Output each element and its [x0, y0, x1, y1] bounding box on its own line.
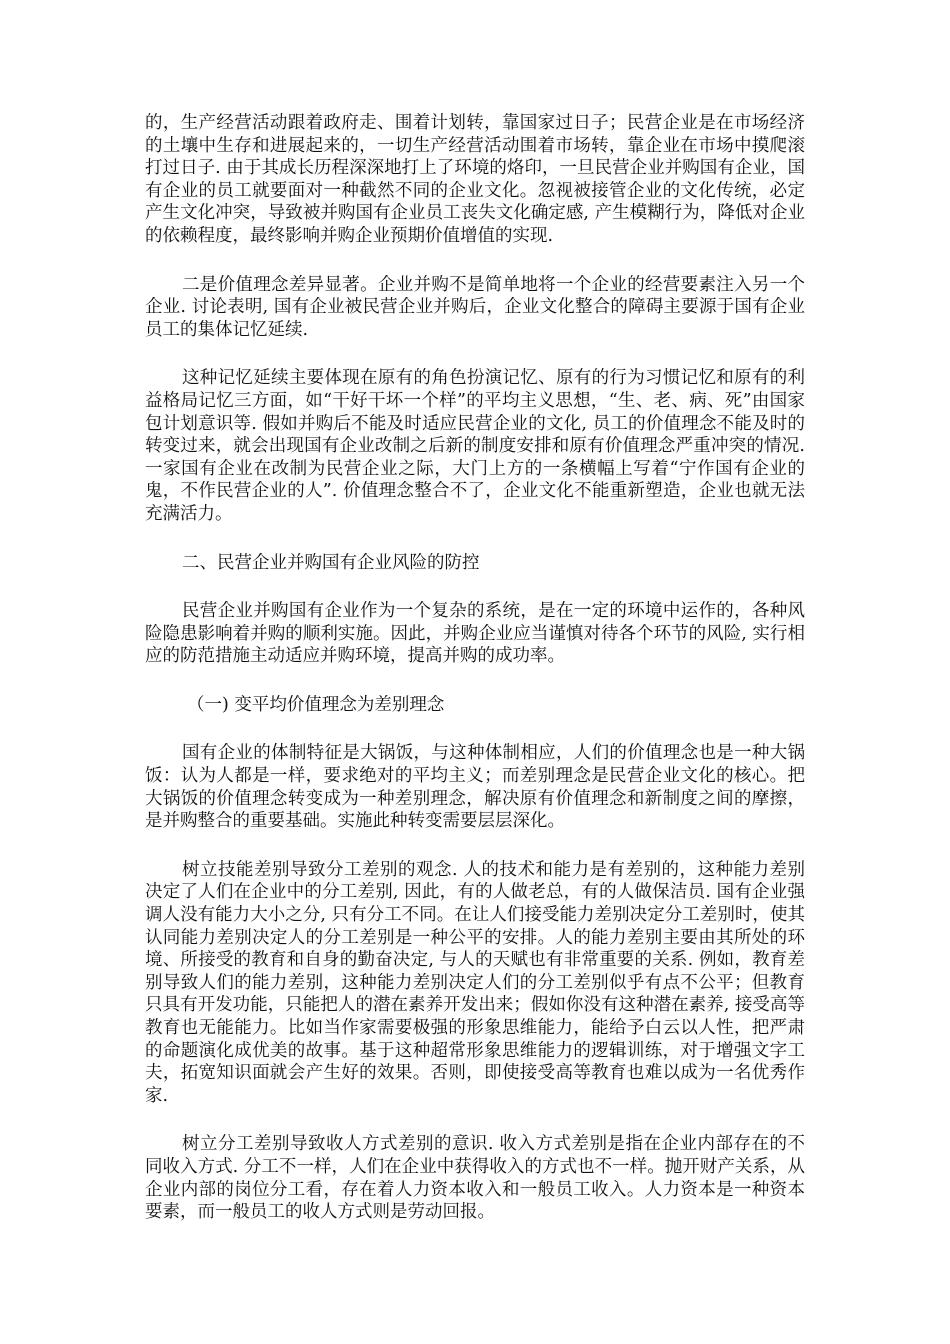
paragraph-big-pot: 国有企业的体制特征是大锅饭，与这种体制相应，人们的价值理念也是一种大锅饭：认为人都是一样，要求绝对的平均主义；而差别理念是民营企业文化的核心。把大锅饭的价值理念转变成为一种差别理念，解决原有价值理念和新制度之间的摩擦，是并购整合的重要基础。实施此种转变需要层层深化。: [145, 743, 805, 832]
paragraph-skill-difference: 树立技能差别导致分工差别的观念. 人的技术和能力是有差别的，这种能力差别决定了人们在企业中的分工差别, 因此，有的人做老总，有的人做保洁员. 国有企业强调人没有能力大小之分, 只有分工不同。在让人们接受能力差别决定分工差别时，使其认同能力差别决定人的分工差别是一种公平的安排。人的能力差别主要由其所处的环境、所接受的教育和自身的勤奋决定, 与人的天赋也有非常重要的关系. 例如，教育差别导致人们的能力差别，这种能力差别决定人们的分工差别似乎有点不公平；但教育只具有开发功能，只能把人的潜在素养开发出来；假如你没有这种潜在素养, 接受高等教育也无能能力。比如当作家需要极强的形象思维能力，能给予白云以人性，把严肃的命题演化成优美的故事。基于这种超常形象思维能力的逻辑训练，对于增强文字工夫，拓宽知识面就会产生好的效果。否则，即使接受高等教育也难以成为一名优秀作家.: [145, 859, 805, 1106]
section-heading-risk-control: 二、民营企业并购国有企业风险的防控: [182, 552, 480, 573]
paragraph-income-difference: 树立分工差别导致收人方式差别的意识. 收入方式差别是指在企业内部存在的不同收入方式. 分工不一样，人们在企业中获得收入的方式也不一样。抛开财产关系，从企业内部的岗位分工看，存在着人力资本收入和一般员工收入。人力资本是一种资本要素，而一般员工的收人方式则是劳动回报。: [145, 1134, 805, 1223]
paragraph-risk-intro: 民营企业并购国有企业作为一个复杂的系统，是在一定的环境中运作的，各种风险隐患影响着并购的顺利实施。因此，并购企业应当谨慎对待各个环节的风险, 实行相应的防范措施主动适应并购环境，提高并购的成功率。: [145, 601, 805, 667]
paragraph-memory-continuation: 这种记忆延续主要体现在原有的角色扮演记忆、原有的行为习惯记忆和原有的利益格局记忆三方面，如“干好干坏一个样”的平均主义思想，“生、老、病、死”由国家包计划意识等. 假如并购后不能及时适应民营企业的文化, 员工的价值理念不能及时的转变过来，就会出现国有企业改制之后新的制度安排和原有价值理念严重冲突的情况. 一家国有企业在改制为民营企业之际，大门上方的一条横幅上写着“宁作国有企业的鬼，不作民营企业的人”. 价值理念整合不了，企业文化不能重新塑造，企业也就无法充满活力。: [145, 368, 805, 524]
subsection-heading-difference-concept: （一) 变平均价值理念为差别理念: [187, 694, 445, 715]
paragraph-culture-conflict: 的，生产经营活动跟着政府走、围着计划转，靠国家过日子；民营企业是在市场经济的土壤中生存和进展起来的，一切生产经营活动围着市场转，靠企业在市场中摸爬滚打过日子. 由于其成长历程深深地打上了环境的烙印，一旦民营企业并购国有企业，国有企业的员工就要面对一种截然不同的企业文化。忽视被接管企业的文化传统，必定产生文化冲突，导致被并购国有企业员工丧失文化确定感, 产生模糊行为，降低对企业的依赖程度，最终影响并购企业预期价值增值的实现.: [145, 113, 805, 246]
document-body: [145, 112, 805, 1250]
paragraph-value-difference: 二是价值理念差异显著。企业并购不是简单地将一个企业的经营要素注入另一个企业. 讨论表明, 国有企业被民营企业并购后，企业文化整合的障碍主要源于国有企业员工的集体记忆延续.: [145, 274, 805, 340]
